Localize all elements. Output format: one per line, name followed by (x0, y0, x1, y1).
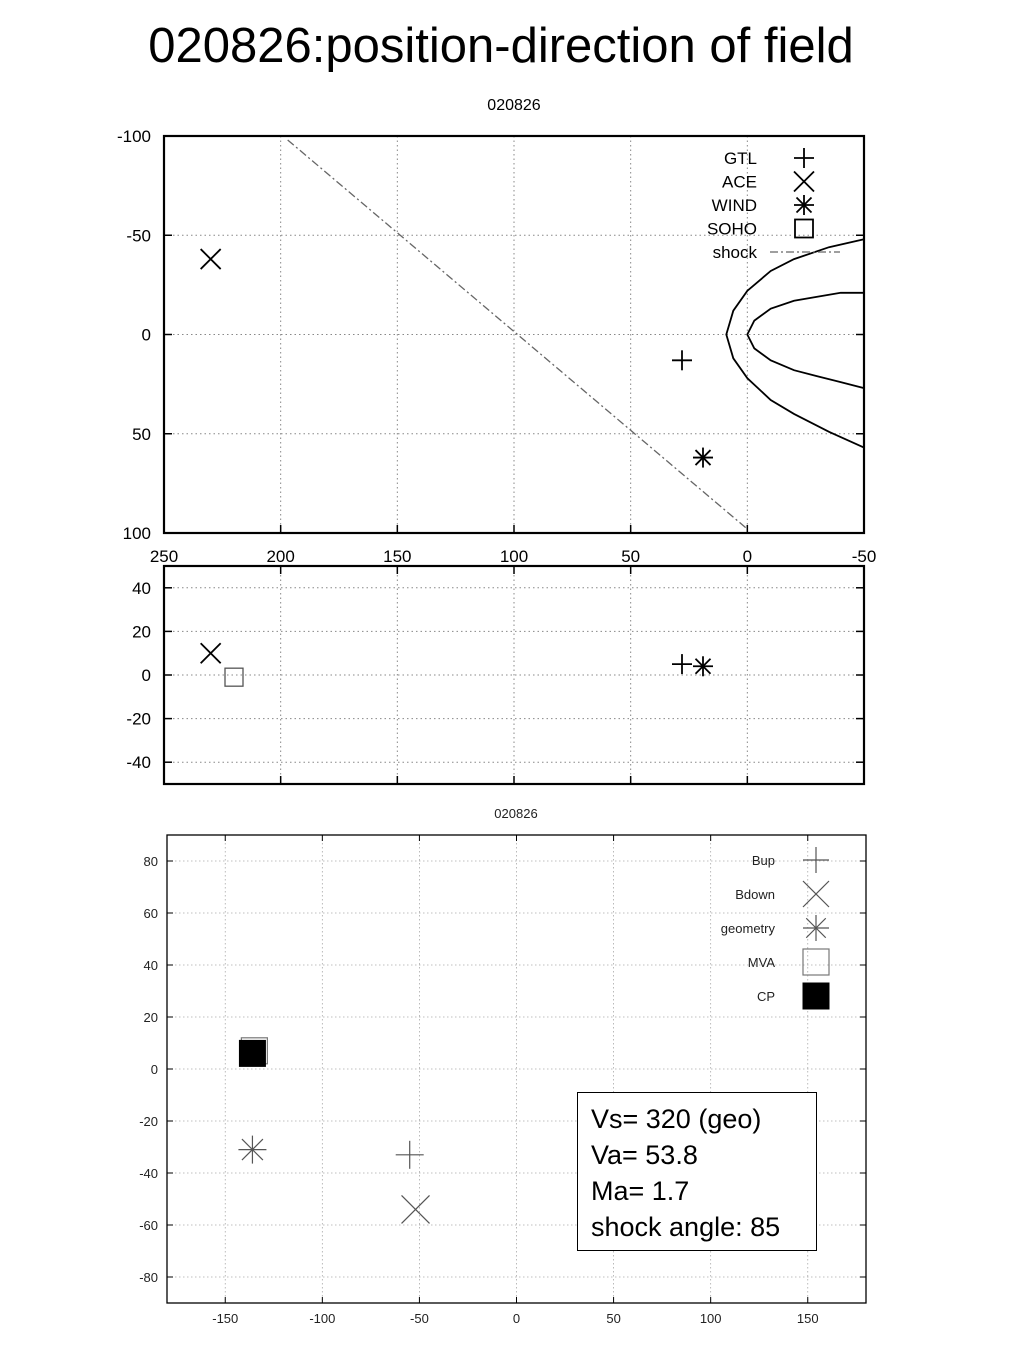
chart-1-point-gtl (672, 350, 692, 370)
chart-1-legend-label-gtl: GTL (723, 149, 757, 168)
chart-2 (164, 566, 864, 784)
marker-stroke (803, 949, 829, 975)
chart-1-xtick-label: 100 (499, 547, 529, 566)
chart-2-point-ace (201, 643, 221, 663)
chart-1-legend-label-wind: WIND (711, 196, 757, 215)
marker-stroke (225, 668, 243, 686)
chart-3-legend-label-geometry: geometry (720, 921, 775, 936)
chart-1-xtick-label: -50 (851, 547, 877, 566)
chart-3-legend-marker-geometry (803, 915, 829, 941)
chart-3-xtick-label: 50 (606, 1311, 621, 1326)
chart-1-legend-label-ace: ACE (722, 172, 757, 192)
chart-3-point-bdown (402, 1195, 430, 1223)
chart-3-ytick-label: -40 (139, 1166, 158, 1181)
chart-3-legend-marker-mva (803, 949, 829, 975)
chart-1-xtick-label: 150 (383, 547, 412, 566)
chart-3-ytick-label: -60 (139, 1218, 158, 1233)
chart-3-xtick-label: -100 (309, 1311, 336, 1326)
chart-3-legend-label-bdown: Bdown (735, 887, 775, 902)
chart-1-legend-label-shock: shock (712, 243, 757, 262)
chart-1-boundary-curve (747, 293, 864, 388)
chart-1-legend-marker-gtl (794, 148, 814, 168)
chart-2-ytick-label: -40 (126, 753, 151, 773)
chart-1-ytick-label: 100 (122, 524, 151, 543)
chart-3-legend-label-cp: CP (756, 989, 775, 1004)
marker-fill (803, 983, 829, 1009)
chart-1-xtick-label: 50 (621, 547, 641, 566)
chart-3-ytick-label: 80 (143, 854, 158, 869)
chart-3-point-bup (396, 1141, 424, 1169)
chart-1-ytick-label: -50 (126, 226, 151, 246)
chart-1-point-ace (201, 249, 221, 269)
chart-3-xtick-label: -150 (212, 1311, 239, 1326)
info-line-shock-angle: shock angle: 85 (591, 1212, 781, 1242)
chart-1-legend-marker-ace (794, 172, 814, 192)
chart-3-xtick-label: 100 (699, 1311, 722, 1326)
chart-3-ytick-label: 60 (143, 906, 158, 921)
chart-2-ytick-label: 40 (132, 578, 151, 598)
chart-2-ytick-label: 0 (141, 666, 151, 685)
chart-3-xtick-label: -50 (410, 1311, 429, 1326)
chart-2-ytick-label: -20 (126, 709, 151, 729)
chart-3-ytick-label: -20 (139, 1114, 158, 1129)
info-box (577, 1092, 817, 1251)
chart-3-legend-marker-cp (803, 983, 829, 1009)
chart-3-ytick-label: -80 (139, 1270, 158, 1285)
chart-1-ytick-label: 0 (141, 325, 151, 345)
page-title: 020826:position-direction of field (148, 19, 854, 73)
chart-1-xtick-label: 200 (266, 547, 295, 566)
chart-1-ytick-label: 50 (132, 424, 151, 444)
chart-3-ytick-label: 20 (143, 1010, 158, 1025)
chart-1-point-wind (693, 448, 713, 468)
chart-3-ytick-label: 0 (150, 1062, 158, 1077)
chart-1-title: 020826 (487, 97, 541, 114)
chart-2-point-gtl (672, 654, 692, 674)
chart-2-point-wind (693, 656, 713, 676)
info-line-va: Va= 53.8 (591, 1140, 698, 1170)
chart-1-ytick-label: -100 (116, 127, 151, 146)
chart-3-legend-marker-bup (803, 847, 829, 873)
chart-3-title: 020826 (494, 806, 538, 821)
chart-3-point-geometry (238, 1136, 266, 1164)
chart-2-point-soho (225, 668, 243, 686)
marker-fill (239, 1040, 265, 1066)
chart-3-xtick-label: 150 (796, 1311, 819, 1326)
chart-3-ytick-label: 40 (143, 958, 158, 973)
chart-1-xtick-label: 250 (149, 547, 179, 566)
chart-3-legend-label-bup: Bup (751, 853, 775, 868)
chart-1 (164, 136, 864, 533)
chart-1-legend (770, 148, 840, 252)
chart-2-ytick-label: 20 (132, 622, 151, 642)
chart-3-xtick-label: 0 (512, 1311, 521, 1326)
chart-3-legend-marker-bdown (803, 881, 829, 907)
chart-3-legend (803, 847, 829, 1009)
chart-1-legend-label-soho: SOHO (706, 219, 757, 239)
chart-1-xtick-label: 0 (742, 547, 753, 566)
info-line-ma: Ma= 1.7 (591, 1176, 690, 1206)
info-line-vs: Vs= 320 (geo) (591, 1104, 762, 1134)
chart-3-point-cp (239, 1040, 265, 1066)
chart-3-legend-label-mva: MVA (747, 955, 775, 970)
chart-1-legend-marker-wind (794, 195, 814, 215)
